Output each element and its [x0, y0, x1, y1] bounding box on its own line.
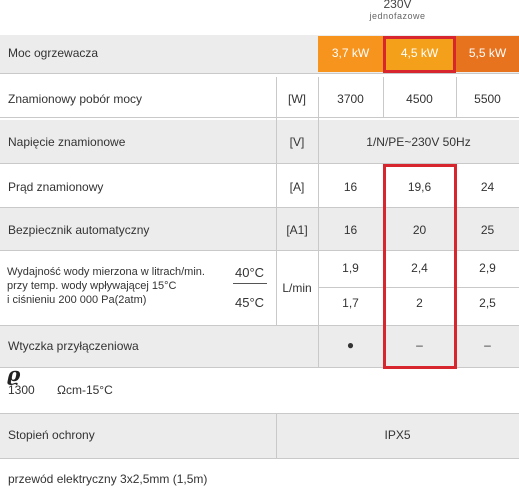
- plug-value-1: ●: [346, 338, 355, 352]
- flow-temp-45: 45°C: [235, 295, 265, 310]
- plug-value-2: –: [416, 338, 423, 352]
- divider: [0, 73, 519, 74]
- power-5-5: 5,5 kW: [456, 36, 519, 72]
- plug-label: Wtyczka przyłączeniowa: [8, 339, 139, 353]
- protection-value: IPX5: [384, 428, 411, 442]
- flow-45-value-1: 1,7: [342, 296, 359, 310]
- flow-label-line-1: Wydajność wody mierzona w litrach/min.: [7, 266, 205, 278]
- highlight-column-4-5: [383, 164, 457, 369]
- col-divider: [318, 77, 319, 367]
- cable-label: przewód elektryczny 3x2,5mm (1,5m): [8, 472, 208, 486]
- voltage-value: 1/N/PE~230V 50Hz: [366, 135, 471, 149]
- power-3-7: 3,7 kW: [318, 36, 383, 72]
- consumption-unit: [W]: [288, 92, 306, 106]
- divider: [0, 117, 519, 118]
- resistivity-symbol: ϱ: [7, 362, 21, 386]
- consumption-value-3: 5500: [474, 92, 501, 106]
- protection-label: Stopień ochrony: [8, 428, 95, 442]
- power-4-5: 4,5 kW: [383, 36, 456, 72]
- resistivity-unit: Ωcm-15°C: [57, 383, 113, 397]
- voltage-label: Napięcie znamionowe: [8, 135, 126, 149]
- divider: [0, 458, 519, 459]
- phase-header: jednofazowe: [369, 11, 426, 21]
- current-unit: [A]: [289, 180, 305, 194]
- fraction-line: [233, 283, 267, 284]
- consumption-value-1: 3700: [337, 92, 364, 106]
- divider: [0, 413, 519, 414]
- highlight-power-4-5: [383, 36, 456, 73]
- flow-45-value-3: 2,5: [479, 296, 496, 310]
- fuse-value-3: 25: [480, 223, 495, 237]
- flow-40-value-3: 2,9: [479, 261, 496, 275]
- voltage-unit: [V]: [289, 135, 305, 149]
- flow-label: [7, 265, 242, 307]
- current-value-3: 24: [480, 180, 495, 194]
- flow-label-line-3: i ciśnieniu 200 000 Pa(2atm): [7, 294, 147, 306]
- flow-label-line-2: przy temp. wody wpływającej 15°C: [7, 280, 177, 292]
- current-value-1: 16: [343, 180, 358, 194]
- fuse-label: Bezpiecznik automatyczny: [8, 223, 150, 237]
- fuse-value-2: 20: [412, 223, 427, 237]
- flow-unit: L/min: [282, 281, 312, 295]
- voltage-header: 230V: [383, 0, 412, 11]
- current-label: Prąd znamionowy: [8, 180, 104, 194]
- consumption-label: Znamionowy pobór mocy: [8, 92, 143, 106]
- current-value-2: 19,6: [407, 180, 432, 194]
- flow-temp-40: 40°C: [235, 265, 265, 280]
- flow-45-value-2: 2: [416, 296, 423, 310]
- flow-40-value-2: 2,4: [411, 261, 428, 275]
- power-label: Moc ogrzewacza: [8, 46, 99, 60]
- fuse-unit: [A1]: [286, 223, 308, 237]
- flow-40-value-1: 1,9: [342, 261, 359, 275]
- consumption-value-2: 4500: [406, 92, 433, 106]
- plug-value-3: –: [484, 338, 491, 352]
- resistivity-value: 1300: [8, 383, 35, 397]
- fuse-value-1: 16: [343, 223, 358, 237]
